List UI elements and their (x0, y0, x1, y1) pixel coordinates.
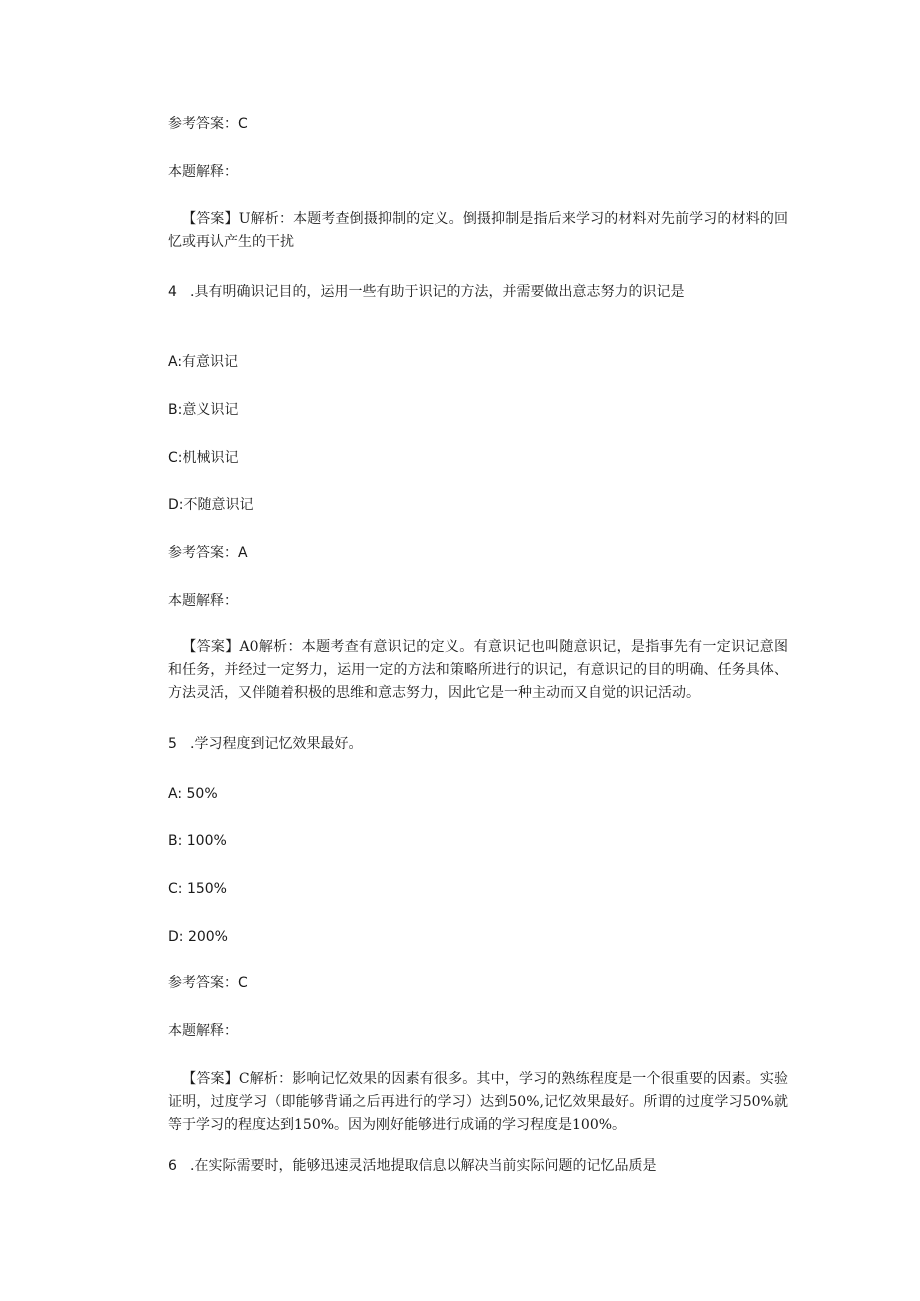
q5-option-a: A: 50% (168, 786, 218, 802)
q4-explanation-label: 本题解释： (168, 593, 238, 609)
q5-stem: .学习程度到记忆效果最好。 (190, 736, 363, 752)
q4-option-a: A:有意识记 (168, 354, 239, 370)
q4-question (168, 282, 684, 302)
q5-option-d: D: 200% (168, 929, 228, 945)
q6-stem: .在实际需要时，能够迅速灵活地提取信息以解决当前实际问题的记忆品质是 (190, 1158, 657, 1174)
q4-explanation-text: 【答案】A0解析：本题考查有意识记的定义。有意识记也叫随意识记，是指事先有一定识记意图和任务，并经过一定努力，运用一定的方法和策略所进行的识记，有意识记的目的明确、任务具体、方法灵活，又伴随着积极的思维和意志努力，因此它是一种主动而又自觉的识记活动。 (168, 639, 788, 701)
q4-explanation (168, 636, 788, 705)
q3-explanation-label: 本题解释： (168, 164, 238, 180)
q5-option-b: B: 100% (168, 833, 227, 849)
q4-stem: .具有明确识记目的，运用一些有助于识记的方法，并需要做出意志努力的识记是 (190, 284, 685, 300)
q4-number: 4 (168, 284, 177, 300)
q6-question (168, 1156, 656, 1176)
q4-option-b: B:意义识记 (168, 402, 239, 418)
q5-option-c: C: 150% (168, 881, 227, 897)
q3-reference-answer: 参考答案：C (168, 116, 248, 132)
q3-explanation-text: 【答案】U解析：本题考查倒摄抑制的定义。倒摄抑制是指后来学习的材料对先前学习的材料的回忆或再认产生的干扰 (168, 211, 788, 250)
q5-explanation-text: 【答案】C解析：影响记忆效果的因素有很多。其中，学习的熟练程度是一个很重要的因素。实验证明，过度学习（即能够背诵之后再进行的学习）达到50%,记忆效果最好。所谓的过度学习50%就等于学习的程度达到150%。因为刚好能够进行成诵的学习程度是100%。 (168, 1071, 788, 1133)
q4-option-c: C:机械识记 (168, 450, 239, 466)
q5-reference-answer: 参考答案：C (168, 975, 248, 991)
q3-explanation (168, 208, 788, 254)
q5-explanation (168, 1068, 788, 1137)
q6-number: 6 (168, 1158, 177, 1174)
q5-number: 5 (168, 736, 177, 752)
q5-explanation-label: 本题解释： (168, 1023, 238, 1039)
q4-option-d: D:不随意识记 (168, 497, 254, 513)
q5-question (168, 734, 362, 754)
q4-reference-answer: 参考答案：A (168, 545, 248, 561)
